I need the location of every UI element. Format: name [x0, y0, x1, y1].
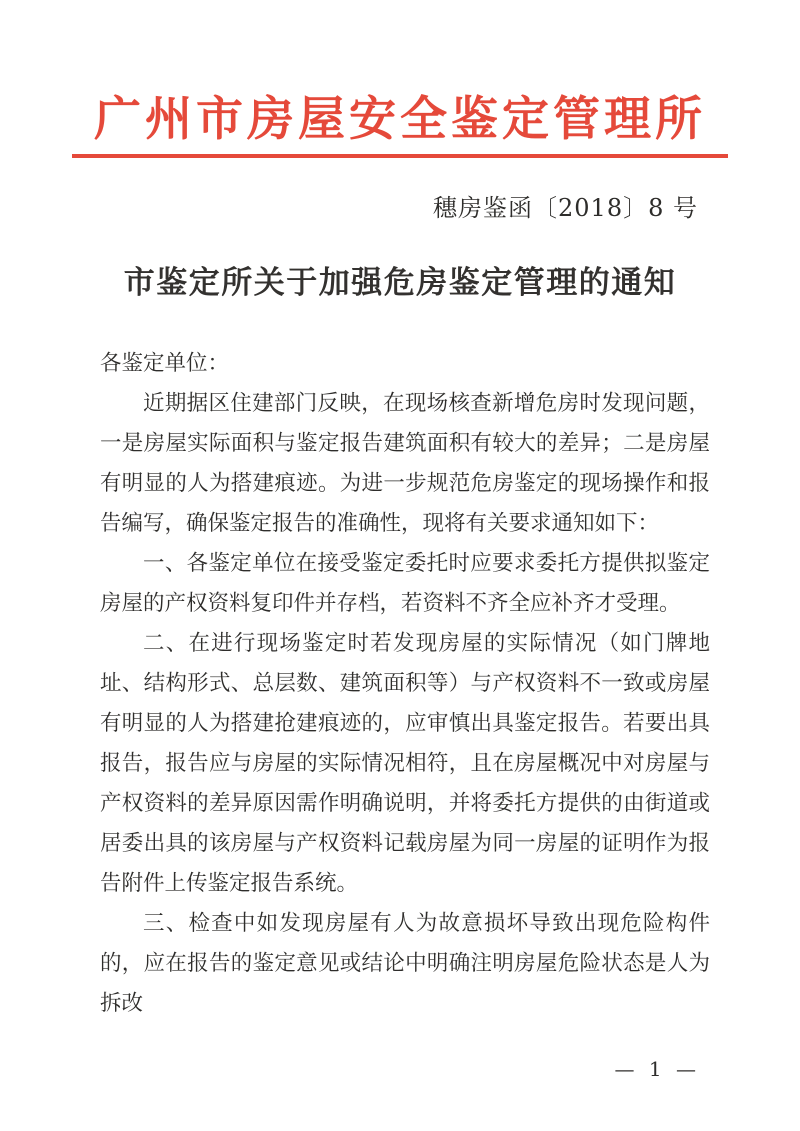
header-red-rule [72, 154, 728, 158]
notice-title: 市鉴定所关于加强危房鉴定管理的通知 [123, 265, 677, 301]
paragraph-intro: 近期据区住建部门反映，在现场核查新增危房时发现问题，一是房屋实际面积与鉴定报告建筑面积有较大的差异；二是房屋有明显的人为搭建痕迹。为进一步规范危房鉴定的现场操作和报告编写，确保鉴定报告的准确性，现将有关要求通知如下： [100, 391, 710, 536]
letterhead [0, 92, 800, 222]
paragraph-item-1: 一、各鉴定单位在接受鉴定委托时应要求委托方提供拟鉴定房屋的产权资料复印件并存档，若资料不齐全应补齐才受理。 [100, 551, 710, 616]
salutation: 各鉴定单位： [100, 351, 230, 376]
page-footer [615, 1057, 700, 1081]
page-number: — 1 — [614, 1057, 700, 1081]
org-name-title: 广州市房屋安全鉴定管理所 [94, 92, 706, 147]
paragraph-item-2: 二、在进行现场鉴定时若发现房屋的实际情况（如门牌地址、结构形式、总层数、建筑面积等）与产权资料不一致或房屋有明显的人为搭建抢建痕迹的，应审慎出具鉴定报告。若要出具报告，报告应与房屋的实际情况相符，且在房屋概况中对房屋与产权资料的差异原因需作明确说明，并将委托方提供的由街道或居委出具的该房屋与产权资料记载房屋为同一房屋的证明作为报告附件上传鉴定报告系统。 [100, 631, 710, 896]
notice-body [100, 344, 710, 1024]
paragraph-item-3: 三、检查中如发现房屋有人为故意损坏导致出现危险构件的，应在报告的鉴定意见或结论中明确注明房屋危险状态是人为拆改 [100, 911, 710, 1016]
doc-number: 穗房鉴函〔2018〕8 号 [433, 194, 698, 222]
